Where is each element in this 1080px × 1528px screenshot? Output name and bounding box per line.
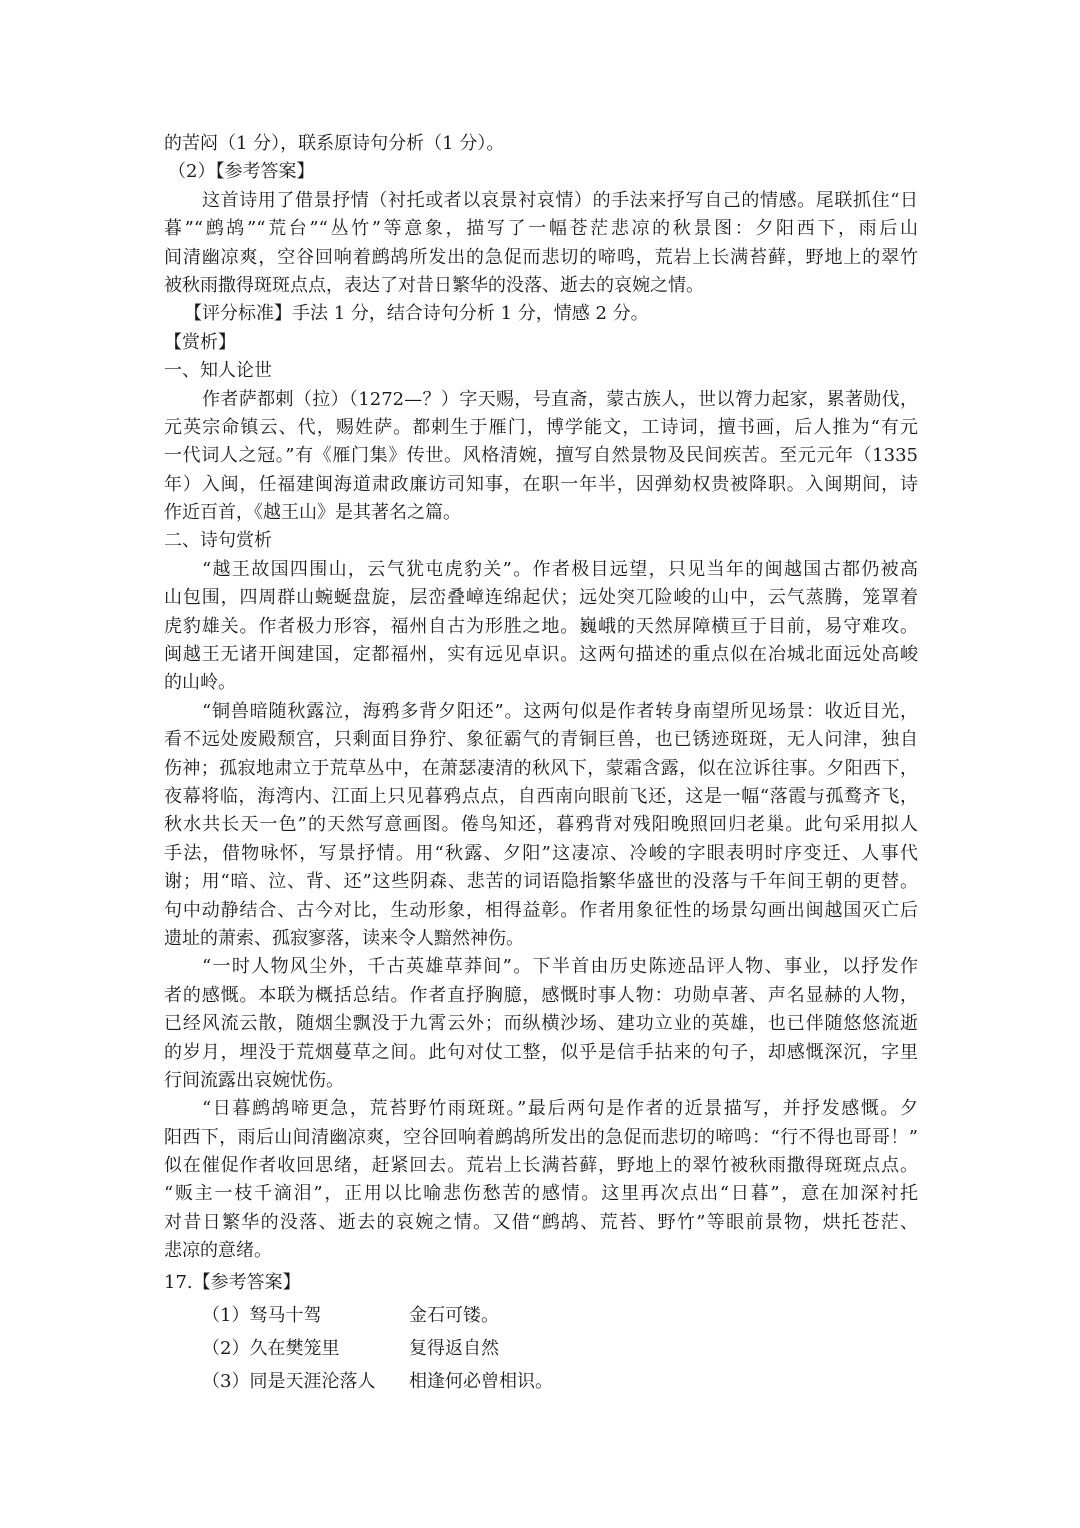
analysis-paragraph-3: [164, 953, 918, 1095]
q17-answer-left: （3）同是天涯沦落人: [202, 1370, 376, 1392]
q17-answer-right: 相逢何必曾相识。: [409, 1370, 553, 1392]
analysis-line: “一时人物风尘外，千古英雄草莽间”。下半首由历史陈迹品评人物、事业，以抒发作: [202, 956, 918, 978]
analysis-line: 对昔日繁华的没落、逝去的哀婉之情。又借“鹧鸪、荒苔、野竹”等眼前景物，烘托苍茫、: [164, 1211, 918, 1233]
analysis-line: “贩主一枝千滴泪”，正用以比喻悲伤愁苦的感情。这里再次点出“日暮”，意在加深衬托: [164, 1183, 918, 1205]
analysis-line: 悲凉的意绪。: [164, 1240, 272, 1262]
top-line: 的苦闷（1 分），联系原诗句分析（1 分）。: [164, 133, 505, 154]
appreciation-label: 【赏析】: [164, 331, 236, 353]
analysis-line: 已经风流云散，随烟尘飘没于九霄云外；而纵横沙场、建功立业的英雄，也已伴随悠悠流逝: [164, 1013, 918, 1035]
analysis-line: 阳西下，雨后山间清幽凉爽，空谷回响着鹧鸪所发出的急促而悲切的啼鸣：“行不得也哥哥！”: [164, 1126, 918, 1148]
analysis-line: 者的感慨。本联为概括总结。作者直抒胸臆，感慨时事人物：功勋卓著、声名显赫的人物，: [164, 984, 918, 1006]
analysis-line: 似在催促作者收回思绪，赶紧回去。荒岩上长满苔藓，野地上的翠竹被秋雨撒得斑斑点点。: [164, 1155, 918, 1177]
q17-answer-row: [164, 1299, 918, 1332]
analysis-line: 句中动静结合、古今对比，生动形象，相得益彰。作者用象征性的场景勾画出闽越国灭亡后: [164, 899, 918, 921]
analysis-paragraph-2: [164, 698, 918, 954]
analysis-line: “日暮鹧鸪啼更急，荒苔野竹雨斑斑。”最后两句是作者的近景描写，并抒发感慨。夕: [202, 1098, 918, 1120]
section1-line: 元英宗命镇云、代，赐姓萨。都剌生于雁门，博学能文，工诗词，擅书画，后人推为“有元: [164, 416, 918, 438]
document-body: [164, 130, 918, 1398]
q17-answer-left: （2）久在樊笼里: [202, 1337, 340, 1359]
section1-line: 年）入闽，任福建闽海道肃政廉访司知事，在职一年半，因弹劾权贵被降职。入闽期间，诗: [164, 473, 918, 495]
scoring-standard: 【评分标准】手法 1 分，结合诗句分析 1 分，情感 2 分。: [184, 303, 649, 325]
analysis-line: 行间流露出哀婉忧伤。: [164, 1069, 344, 1091]
section1-line: 作者萨都剌（拉）（1272—？）字天赐，号直斋，蒙古族人，世以膂力起家，累著勋伐，: [202, 388, 918, 410]
analysis-line: 看不远处废殿颓宫，只剩面目狰狞、象征霸气的青铜巨兽，也已锈迹斑斑，无人问津，独自: [164, 729, 918, 751]
q17-answer-right: 金石可镂。: [409, 1304, 499, 1326]
q17-answer-right: 复得返自然: [409, 1337, 499, 1359]
analysis-paragraph-4: [164, 1095, 918, 1265]
analysis-line: 的山岭。: [164, 672, 236, 694]
section1-line: 作近百首，《越王山》是其著名之篇。: [164, 502, 461, 524]
analysis-line: 谢；用“暗、泣、背、还”这些阴森、悲苦的词语隐指繁华盛世的没落与千年间王朝的更替。: [164, 871, 918, 893]
answer-line: 被秋雨撒得斑斑点点，表达了对昔日繁华的没落、逝去的哀婉之情。: [164, 274, 704, 296]
analysis-paragraph-1: [164, 556, 918, 698]
section1-paragraph: [164, 386, 918, 528]
answer-line: 这首诗用了借景抒情（衬托或者以哀景衬哀情）的手法来抒写自己的情感。尾联抓住“日: [202, 189, 918, 211]
analysis-line: 遗址的萧索、孤寂寥落，读来令人黯然神伤。: [164, 927, 524, 949]
analysis-line: 夜幕将临，海湾内、江面上只见暮鸦点点，自西南向眼前飞还，这是一幅“落霞与孤鹜齐飞，: [164, 785, 918, 807]
analysis-line: 山包围，四周群山蜿蜒盘旋，层峦叠嶂连绵起伏；远处突兀险峻的山中，云气蒸腾，笼罩着: [164, 587, 918, 609]
answer-line: 间清幽凉爽，空谷回响着鹧鸪所发出的急促而悲切的啼鸣，荒岩上长满苔藓，野地上的翠竹: [164, 246, 918, 268]
analysis-line: 手法，借物咏怀，写景抒情。用“秋露、夕阳”这凄凉、冷峻的字眼表明时序变迁、人事代: [164, 842, 918, 864]
analysis-line: 伤神；孤寂地肃立于荒草丛中，在萧瑟凄清的秋风下，蒙霜含露，似在泣诉往事。夕阳西下，: [164, 757, 918, 779]
analysis-line: 秋水共长天一色”的天然写意画图。倦鸟知还，暮鸦背对残阳晚照回归老巢。此句采用拟人: [164, 814, 918, 836]
analysis-line: “铜兽暗随秋露泣，海鸦多背夕阳还”。这两句似是作者转身南望所见场景：收近目光，: [202, 700, 918, 722]
q17-answer-left: （1）驽马十驾: [202, 1304, 322, 1326]
section1-line: 一代词人之冠。”有《雁门集》传世。风格清婉，擅写自然景物及民间疾苦。至元元年（1335: [164, 445, 918, 467]
section2-title: 二、诗句赏析: [164, 530, 272, 552]
q17-answer-row: [164, 1332, 918, 1365]
q2-label: （2）【参考答案】: [168, 161, 315, 183]
analysis-line: 闽越王无诸开闽建国，定都福州，实有远见卓识。这两句描述的重点似在冶城北面远处高峻: [164, 644, 918, 666]
answer-line: 暮”“鹧鸪”“荒台”“丛竹”等意象，描写了一幅苍茫悲凉的秋景图：夕阳西下，雨后山: [164, 218, 918, 240]
q17-answer-row: [164, 1365, 918, 1398]
analysis-line: “越王故国四围山，云气犹屯虎豹关”。作者极目远望，只见当年的闽越国古都仍被高: [202, 558, 918, 580]
section1-title: 一、知人论世: [164, 360, 272, 382]
q17-label: 17.【参考答案】: [164, 1271, 301, 1293]
analysis-line: 虎豹雄关。作者极力形容，福州自古为形胜之地。巍峨的天然屏障横亘于目前，易守难攻。: [164, 615, 918, 637]
answer-paragraph: [164, 187, 918, 301]
analysis-line: 的岁月，埋没于荒烟蔓草之间。此句对仗工整，似乎是信手拈来的句子，却感慨深沉，字里: [164, 1041, 918, 1063]
